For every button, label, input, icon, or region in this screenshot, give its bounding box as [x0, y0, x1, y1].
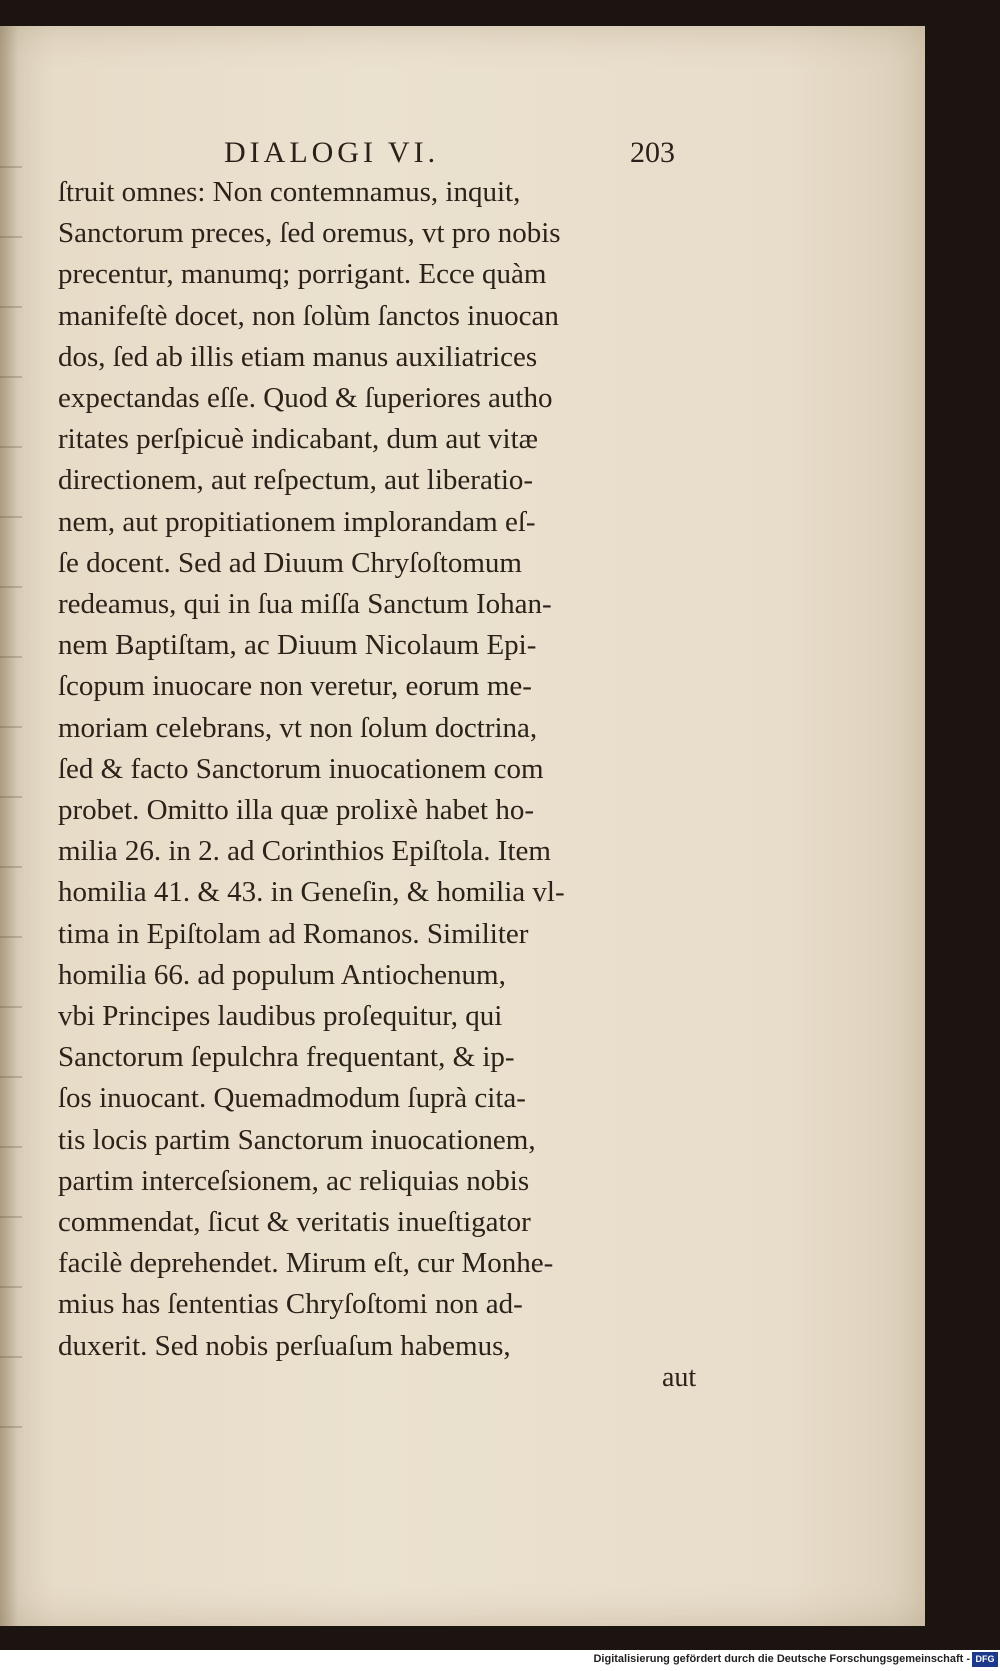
text-line: Sanctorum preces, ſed oremus, vt pro nobis [58, 217, 561, 250]
text-line: vbi Principes laudibus proſequitur, qui [58, 1000, 503, 1033]
text-line: facilè deprehendet. Mirum eſt, cur Monhe- [58, 1247, 554, 1280]
running-head: DIALOGI VI. [224, 136, 440, 169]
text-line: mius has ſententias Chryſoſtomi non ad- [58, 1288, 523, 1321]
text-line: duxerit. Sed nobis perſuaſum habemus, [58, 1329, 511, 1362]
text-line: tis locis partim Sanctorum inuocationem, [58, 1123, 536, 1156]
body-text [58, 172, 698, 1367]
text-line: expectandas eſſe. Quod & ſuperiores autho [58, 382, 553, 415]
text-line: probet. Omitto illa quæ prolixè habet ho- [58, 794, 534, 827]
page-number: 203 [630, 136, 675, 169]
footer-bar [0, 1650, 1000, 1671]
text-line: ſos inuocant. Quemadmodum ſuprà cita- [58, 1082, 526, 1115]
text-line: commendat, ſicut & veritatis inueſtigator [58, 1206, 531, 1239]
text-line: precentur, manumq; porrigant. Ecce quàm [58, 258, 547, 291]
text-line: ſtruit omnes: Non contemnamus, inquit, [58, 176, 521, 208]
text-line: ſed & facto Sanctorum inuocationem com [58, 752, 544, 785]
text-line: homilia 41. & 43. in Geneſin, & homilia vl- [58, 876, 565, 909]
text-line: Sanctorum ſepulchra frequentant, & ip- [58, 1041, 515, 1074]
text-line: manifeſtè docet, non ſolùm ſanctos inuocan [58, 299, 559, 332]
catchword: aut [662, 1362, 697, 1393]
dfg-logo: DFG [972, 1652, 998, 1667]
text-line: tima in Epiſtolam ad Romanos. Similiter [58, 917, 529, 950]
text-line: ſcopum inuocare non veretur, eorum me- [58, 670, 532, 703]
text-line: redeamus, qui in ſua miſſa Sanctum Iohan- [58, 588, 552, 621]
spine-shadow [0, 166, 22, 1466]
text-line: moriam celebrans, vt non ſolum doctrina, [58, 711, 538, 744]
text-line: milia 26. in 2. ad Corinthios Epiſtola. Item [58, 835, 551, 868]
text-line: ritates perſpicuè indicabant, dum aut vitæ [58, 423, 538, 456]
text-line: dos, ſed ab illis etiam manus auxiliatrices [58, 340, 538, 373]
text-line: ſe docent. Sed ad Diuum Chryſoſtomum [58, 546, 522, 579]
text-line: directionem, aut reſpectum, aut liberatio- [58, 464, 534, 497]
text-line: nem, aut propitiationem implorandam eſ- [58, 505, 536, 538]
text-line: nem Baptiſtam, ac Diuum Nicolaum Epi- [58, 629, 537, 662]
text-line: partim interceſsionem, ac reliquias nobis [58, 1164, 530, 1197]
funding-credit: Digitalisierung gefördert durch die Deutsche Forschungsgemeinschaft - [593, 1653, 970, 1665]
page-header [0, 136, 925, 176]
text-line: homilia 66. ad populum Antiochenum, [58, 958, 506, 991]
